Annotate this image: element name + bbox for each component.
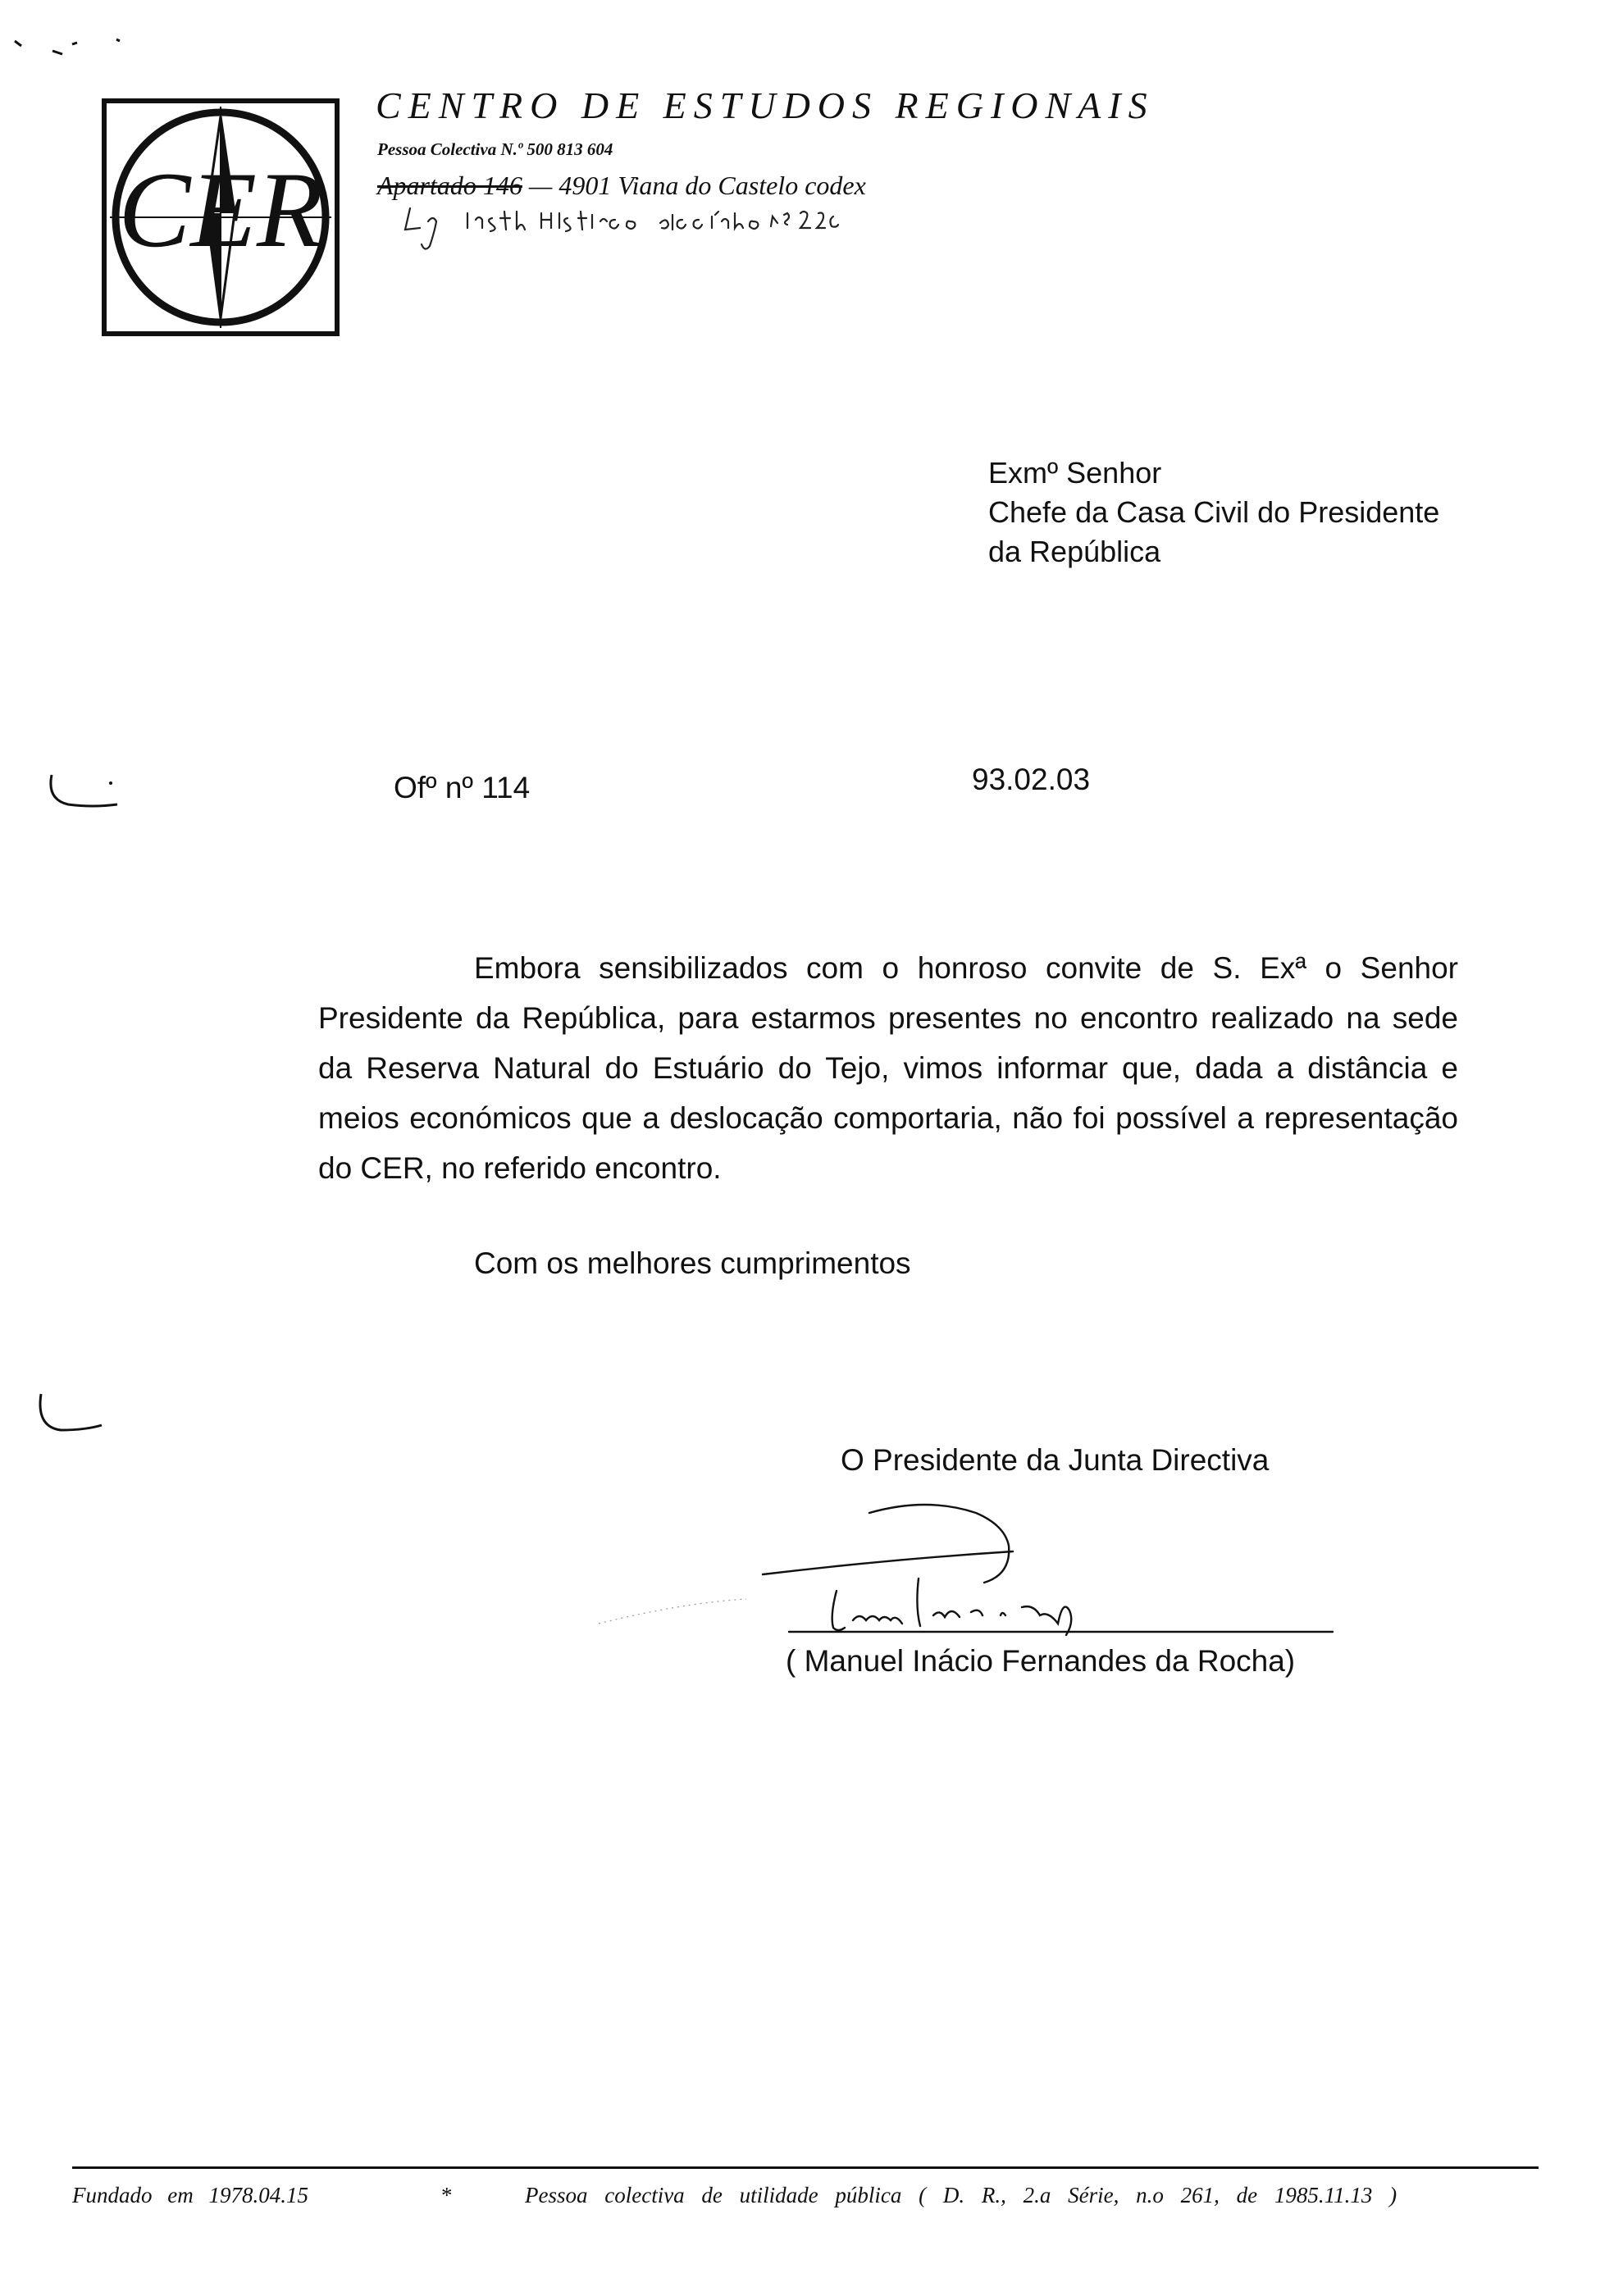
org-nif: Pessoa Colectiva N.º 500 813 604 — [377, 139, 613, 159]
handwritten-annotation — [377, 197, 984, 254]
signer-name: ( Manuel Inácio Fernandes da Rocha) — [786, 1644, 1296, 1678]
footer-rule — [72, 2166, 1539, 2169]
margin-mark — [45, 767, 123, 816]
handwritten-signature — [574, 1476, 1378, 1640]
cer-logo — [102, 98, 340, 336]
logo-text: CER — [118, 149, 323, 270]
footer-founded: Fundado em 1978.04.15 — [72, 2183, 308, 2207]
signer-title: O Presidente da Junta Directiva — [841, 1443, 1270, 1477]
reference-number: Ofº nº 114 — [394, 771, 531, 804]
recipient-salutation: Exmº Senhor — [988, 456, 1162, 490]
scan-speck — [11, 28, 134, 69]
body-paragraph: Embora sensibilizados com o honroso convite de S. Exª o Senhor Presidente da República, para estarmos presentes no encontro realizado na sede da Reserva Natural do Estuário do Tejo, vimos informar que, dada a distância e meios económicos que a deslocação comportaria, não foi possível a representação do CER, no referido encontro. — [318, 951, 1458, 1185]
struck-address: Apartado 146 — [377, 171, 522, 200]
letter-date: 93.02.03 — [972, 763, 1091, 796]
footer-status: Pessoa colectiva de utilidade pública ( D. R., 2.a Série, n.o 261, de 1985.11.13 ) — [525, 2183, 1397, 2207]
footer-separator: * — [441, 2183, 453, 2207]
address-text: — 4901 Viana do Castelo codex — [522, 171, 866, 200]
recipient-title-cont: da República — [988, 535, 1161, 568]
closing-line: Com os melhores cumprimentos — [474, 1246, 911, 1280]
margin-mark — [33, 1386, 107, 1443]
org-name: CENTRO DE ESTUDOS REGIONAIS — [376, 84, 1155, 126]
recipient-title: Chefe da Casa Civil do Presidente — [988, 495, 1440, 529]
